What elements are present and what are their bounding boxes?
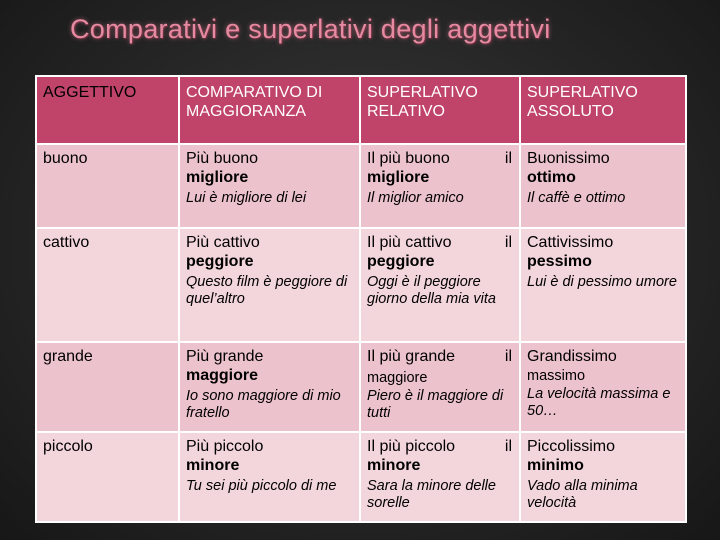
relative-cell: Il più buono il migliore Il miglior amico xyxy=(360,144,520,228)
adjective-cell: piccolo xyxy=(36,432,179,522)
absolute-cell: Piccolissimo minimo Vado alla minima velocità xyxy=(520,432,686,522)
absolute-cell: Buonissimo ottimo Il caffè e ottimo xyxy=(520,144,686,228)
example-text: Io sono maggiore di mio fratello xyxy=(186,388,341,421)
example-text: Il caffè e ottimo xyxy=(527,190,626,206)
header-relative-superlative: SUPERLATIVO RELATIVO xyxy=(360,76,520,144)
header-adjective: AGGETTIVO xyxy=(36,76,179,144)
header-comparative: COMPARATIVO DI MAGGIORANZA xyxy=(179,76,360,144)
table-row xyxy=(36,228,686,342)
absolute-cell: Grandissimo massimo La velocità massima e 50… xyxy=(520,342,686,432)
slide-title: Comparativi e superlativi degli aggettivi xyxy=(70,14,551,44)
table-row xyxy=(36,432,686,522)
relative-cell: Il più grande il maggiore Piero è il maggiore di tutti xyxy=(360,342,520,432)
comparative-cell: Più piccolo minore Tu sei più piccolo di me xyxy=(179,432,360,522)
comparative-cell: Più buono migliore Lui è migliore di lei xyxy=(179,144,360,228)
example-text: Piero è il maggiore di tutti xyxy=(367,388,504,421)
example-text: Lui è di pessimo umore xyxy=(527,274,677,290)
example-text: Oggi è il peggiore giorno della mia vita xyxy=(367,274,496,307)
adjective-cell: buono xyxy=(36,144,179,228)
example-text: Sara la minore delle sorelle xyxy=(367,478,496,511)
header-absolute-superlative: SUPERLATIVO ASSOLUTO xyxy=(520,76,686,144)
adjective-cell: cattivo xyxy=(36,228,179,342)
example-text: La velocità massima e 50… xyxy=(527,386,671,419)
comparative-cell: Più cattivo peggiore Questo film è peggiore di quel’altro xyxy=(179,228,360,342)
example-text: Il miglior amico xyxy=(367,190,464,206)
adjective-cell: grande xyxy=(36,342,179,432)
table-header-row xyxy=(36,76,686,144)
example-text: Tu sei più piccolo di me xyxy=(186,478,337,494)
adjectives-table xyxy=(35,75,687,523)
comparative-cell: Più grande maggiore Io sono maggiore di mio fratello xyxy=(179,342,360,432)
relative-cell: Il più piccolo il minore Sara la minore delle sorelle xyxy=(360,432,520,522)
example-text: Questo film è peggiore di quel’altro xyxy=(186,274,348,307)
relative-cell: Il più cattivo il peggiore Oggi è il peggiore giorno della mia vita xyxy=(360,228,520,342)
table-row xyxy=(36,144,686,228)
example-text: Lui è migliore di lei xyxy=(186,190,307,206)
table-row xyxy=(36,342,686,432)
example-text: Vado alla minima velocità xyxy=(527,478,638,511)
absolute-cell: Cattivissimo pessimo Lui è di pessimo umore xyxy=(520,228,686,342)
